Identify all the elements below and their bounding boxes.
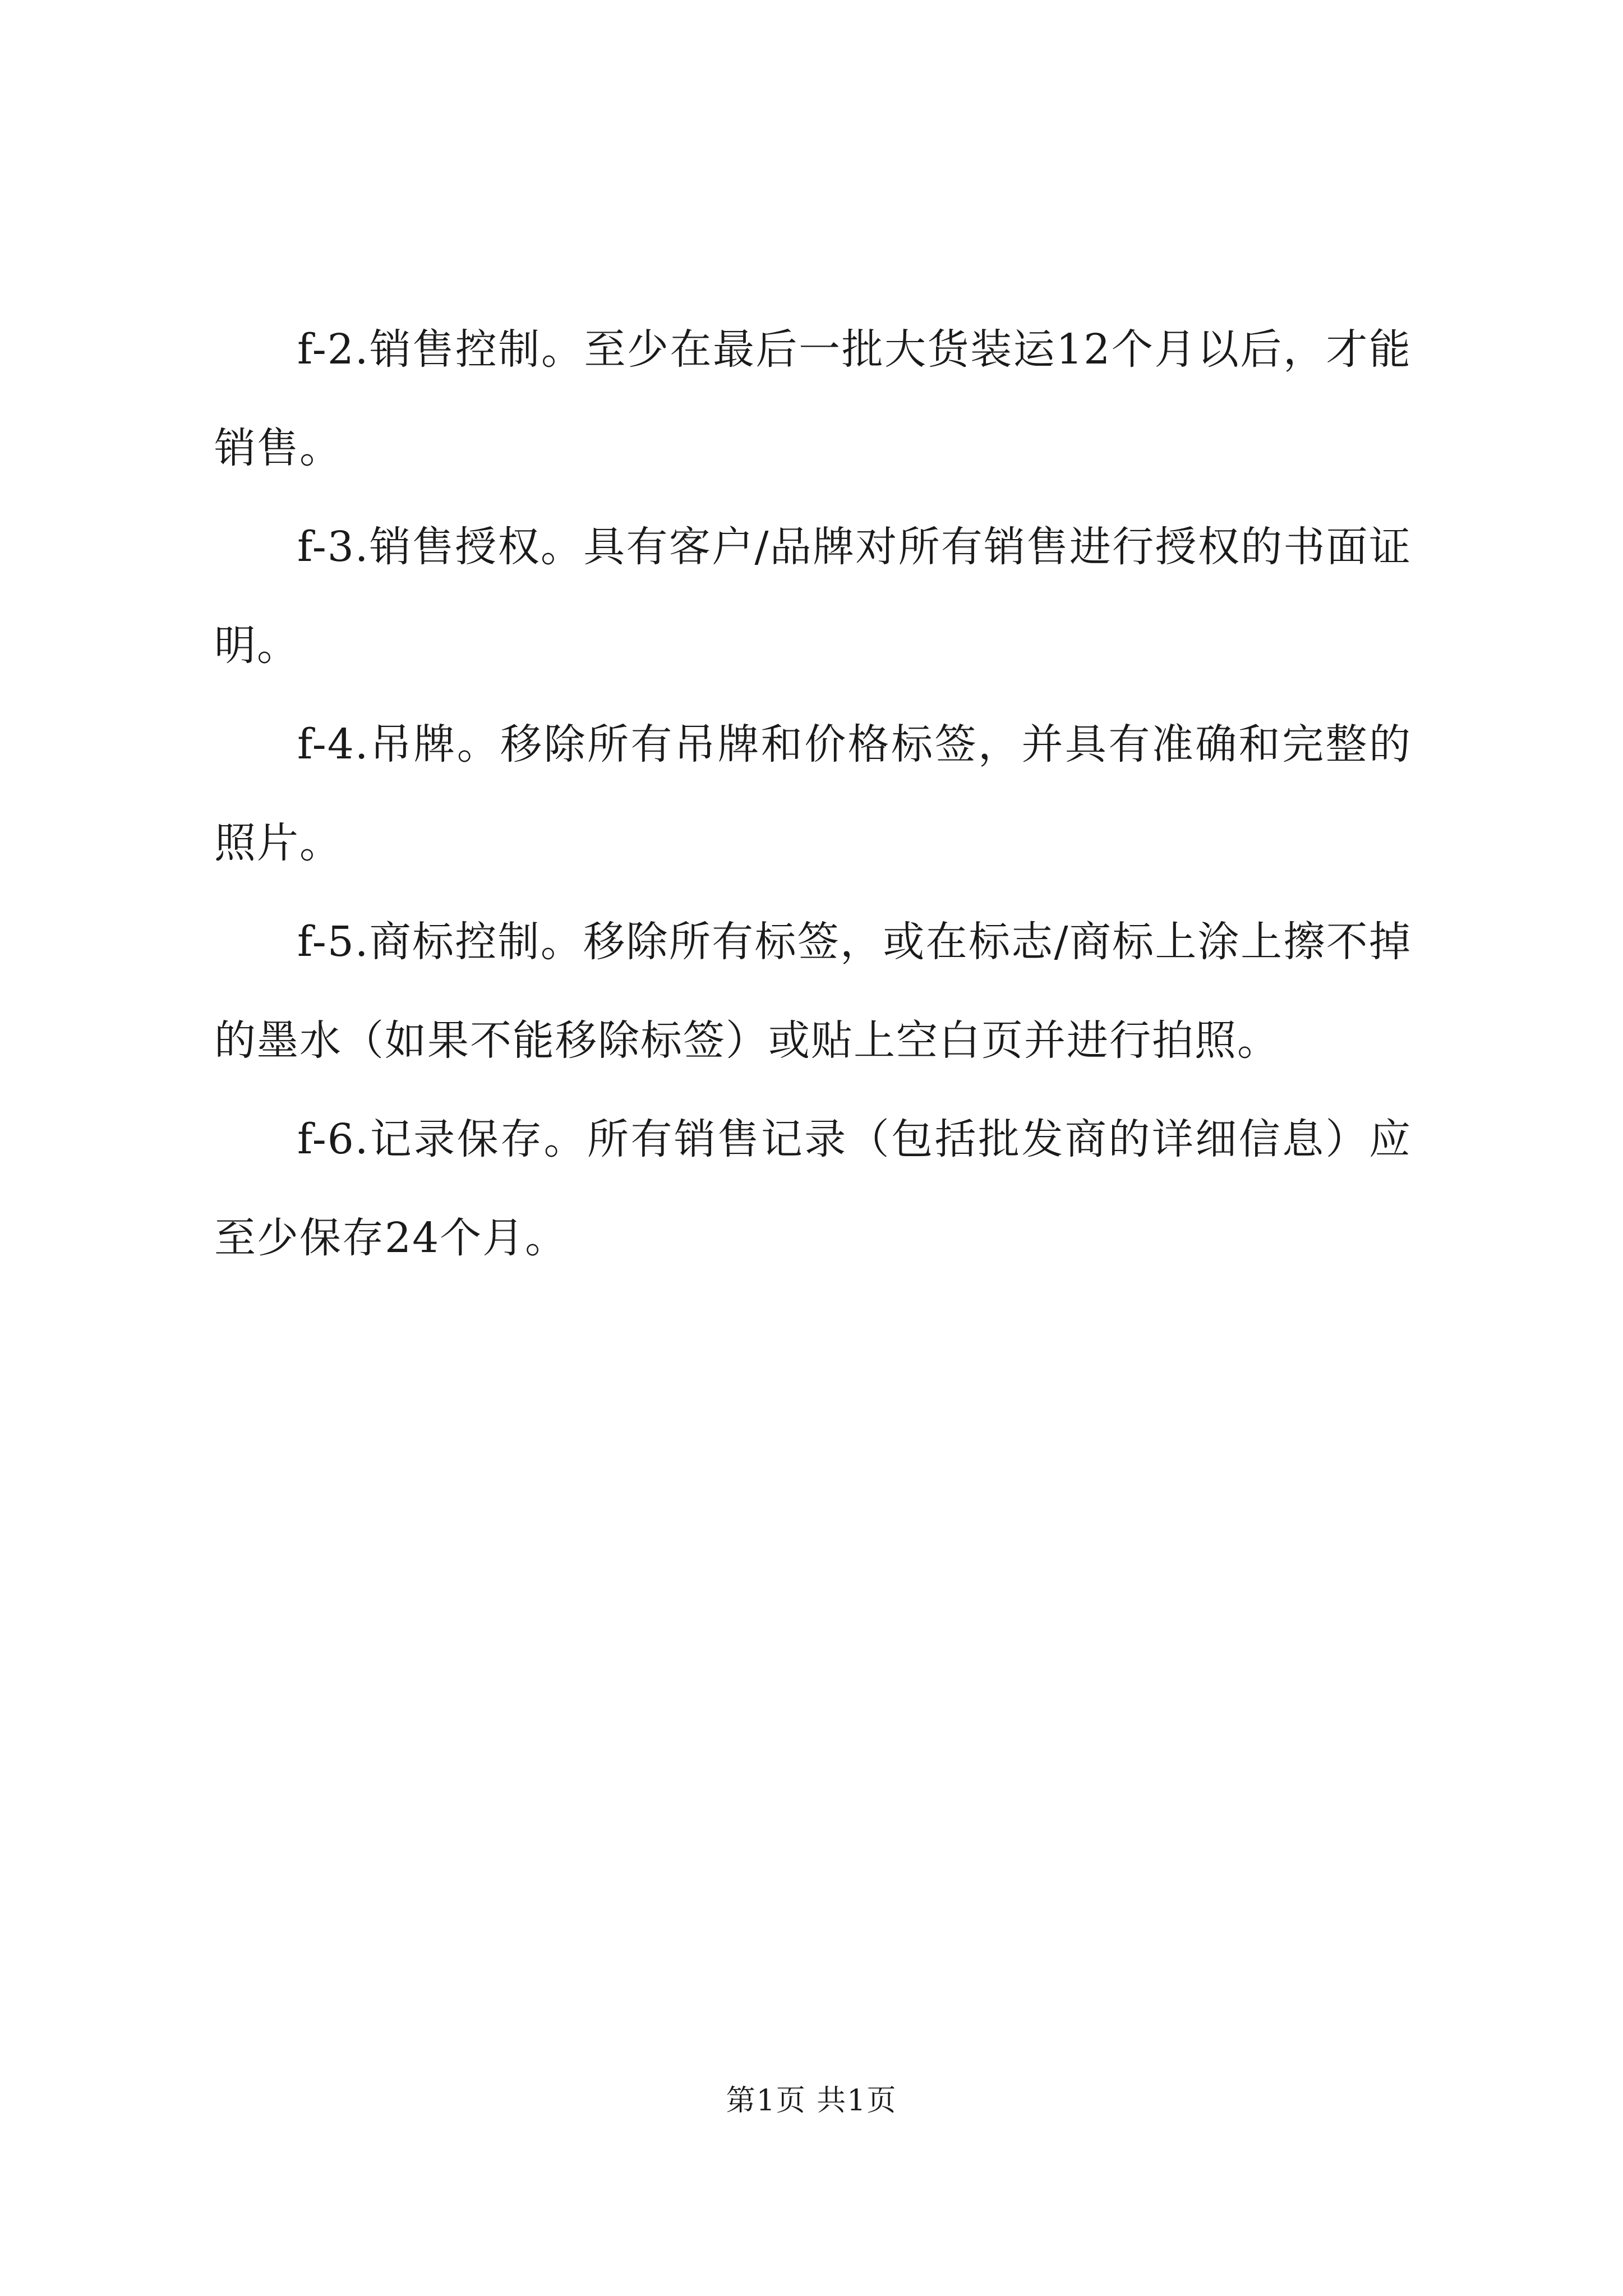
paragraph-f5: f-5.商标控制。移除所有标签，或在标志/商标上涂上擦不掉的墨水（如果不能移除标签）或贴上空白页并进行拍照。 xyxy=(214,918,1412,1065)
paragraph-f4: f-4.吊牌。移除所有吊牌和价格标签，并具有准确和完整的照片。 xyxy=(214,720,1412,867)
paragraph-f6: f-6.记录保存。所有销售记录（包括批发商的详细信息）应至少保存24个月。 xyxy=(214,1115,1412,1262)
document-body xyxy=(214,300,1412,1287)
paragraph-f2: f-2.销售控制。至少在最后一批大货装运12个月以后，才能销售。 xyxy=(214,325,1412,472)
page-footer: 第1页 共1页 xyxy=(726,2084,897,2118)
paragraph-f3: f-3.销售授权。具有客户/品牌对所有销售进行授权的书面证明。 xyxy=(214,523,1412,670)
